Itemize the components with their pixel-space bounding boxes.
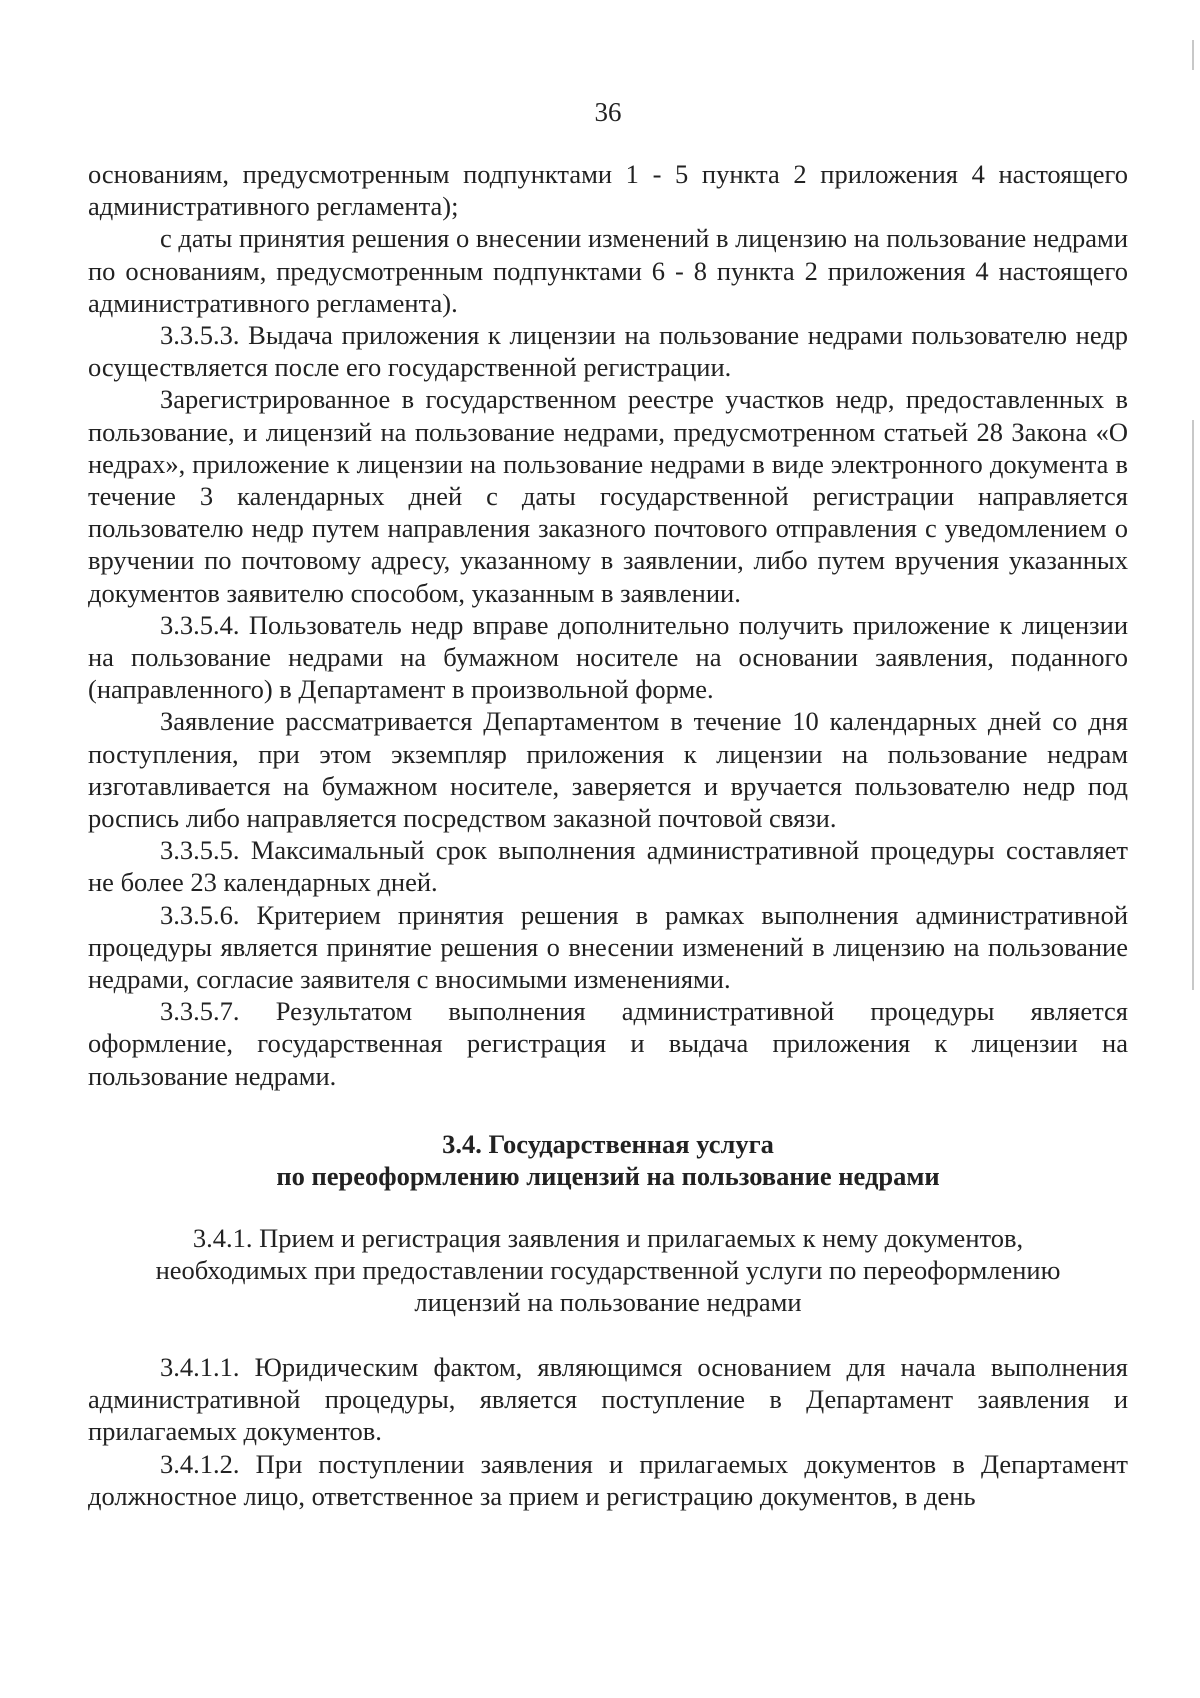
paragraph: 3.3.5.3. Выдача приложения к лицензии на пользование недрами пользователю недр осуществляется после его государственной регистрации. (88, 320, 1128, 383)
document-body (88, 158, 1128, 1512)
paragraph: с даты принятия решения о внесении изменений в лицензию на пользование недрами по основаниям, предусмотренным подпунктами 6 - 8 пункта 2 приложения 4 настоящего административного регламента). (88, 223, 1128, 318)
section-heading-line: 3.4. Государственная услуга (442, 1128, 774, 1159)
section-heading (88, 1128, 1128, 1192)
paragraph: 3.4.1.1. Юридическим фактом, являющимся основанием для начала выполнения административной процедуры, является поступление в Департамент заявления и прилагаемых документов. (88, 1351, 1128, 1447)
subsection-heading (88, 1222, 1128, 1318)
subsection-heading-line: лицензий на пользование недрами (414, 1286, 802, 1317)
paragraph: 3.3.5.7. Результатом выполнения административной процедуры является оформление, государственная регистрация и выдача приложения к лицензии на пользование недрами. (88, 996, 1128, 1091)
page-number: 36 (594, 97, 622, 127)
paragraph: 3.4.1.2. При поступлении заявления и прилагаемых документов в Департамент должностное лицо, ответственное за прием и регистрацию документов, в день (88, 1448, 1128, 1511)
paragraphs-after-heading (88, 1351, 1128, 1512)
paragraph: основаниям, предусмотренным подпунктами 1 - 5 пункта 2 приложения 4 настоящего административного регламента); (88, 159, 1128, 222)
scan-edge-mark (1192, 40, 1194, 70)
paragraph: 3.3.5.4. Пользователь недр вправе дополнительно получить приложение к лицензии на пользование недрами на бумажном носителе на основании заявления, поданного (направленного) в Департамент в произвольной форме. (88, 609, 1128, 705)
section-heading-line: по переоформлению лицензий на пользование недрами (276, 1160, 940, 1191)
subsection-heading-line: необходимых при предоставлении государственной услуги по переоформлению (155, 1254, 1061, 1285)
paragraph: 3.3.5.6. Критерием принятия решения в рамках выполнения административной процедуры является принятие решения о внесении изменений в лицензию на пользование недрами, согласие заявителя с вносимыми изменениями. (88, 899, 1128, 995)
scan-edge-mark (1192, 420, 1194, 990)
paragraph: Заявление рассматривается Департаментом в течение 10 календарных дней со дня поступления, при этом экземпляр приложения к лицензии на пользование недрам изготавливается на бумажном носителе, заверяется и вручается пользователю недр под роспись либо направляется посредством заказной почтовой связи. (88, 706, 1128, 834)
paragraphs-before-heading (88, 158, 1128, 1092)
paragraph: 3.3.5.5. Максимальный срок выполнения административной процедуры составляет не более 23 календарных дней. (88, 835, 1128, 898)
subsection-heading-line: 3.4.1. Прием и регистрация заявления и прилагаемых к нему документов, (192, 1222, 1024, 1253)
paragraph: Зарегистрированное в государственном реестре участков недр, предоставленных в пользование, и лицензий на пользование недрами, предусмотренном статьей 28 Закона «О недрах», приложение к лицензии на пользование недрами в виде электронного документа в течение 3 календарных дней с даты государственной регистрации направляется пользователю недр путем направления заказного почтового отправления с уведомлением о вручении по почтовому адресу, указанному в заявлении, либо путем вручения указанных документов заявителю способом, указанным в заявлении. (88, 384, 1128, 608)
